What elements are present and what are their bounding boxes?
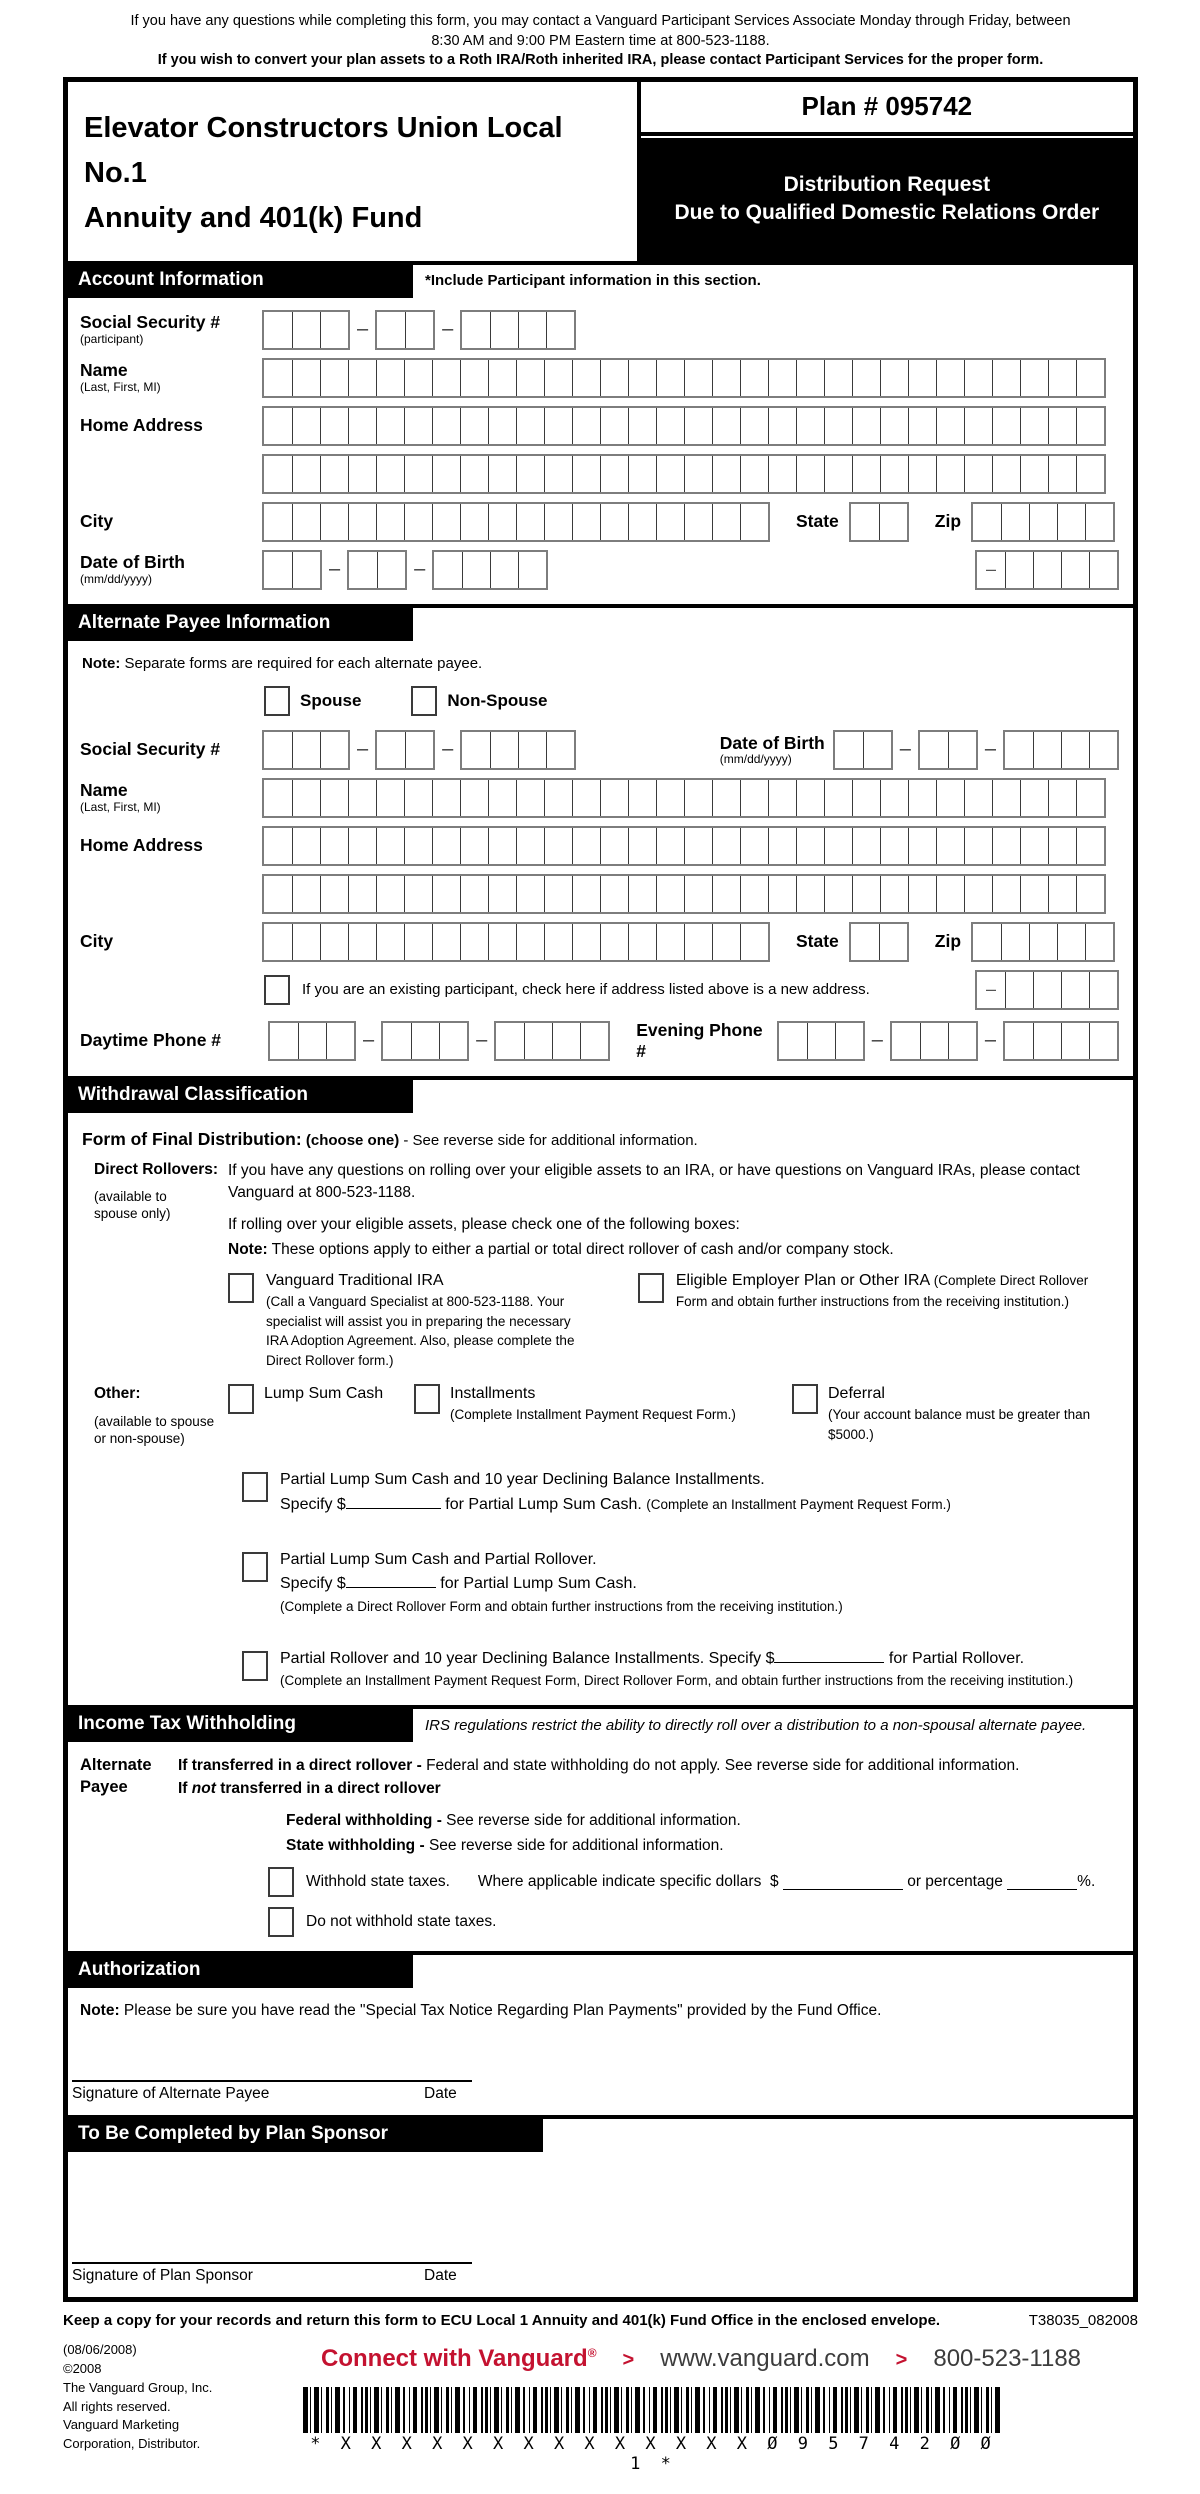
state-tax-percentage-blank[interactable] <box>1007 1874 1077 1890</box>
participant-zip-label: Zip <box>934 511 962 531</box>
tax-line-rollover: If transferred in a direct rollover - Federal and state withholding do not apply. See reverse side for additional information. <box>178 1757 1020 1775</box>
spouse-checkbox[interactable] <box>264 686 290 716</box>
payee-zip4-field[interactable]: – <box>975 970 1119 1010</box>
partial-lump-installments-line1: Partial Lump Sum Cash and 10 year Declining Balance Installments. <box>280 1470 765 1488</box>
lump-sum-cash-label: Lump Sum Cash <box>264 1385 384 1403</box>
partial-rollover-installments-checkbox[interactable] <box>242 1651 268 1681</box>
plan-sponsor-signature-line[interactable] <box>72 2222 472 2264</box>
partial-lump-rollover-line1: Partial Lump Sum Cash and Partial Rollover. <box>280 1550 597 1568</box>
participant-state-label: State <box>796 511 839 531</box>
payee-zip-field[interactable] <box>971 922 1115 962</box>
direct-rollovers-label: Direct Rollovers: (available to spouse only) <box>94 1160 219 1222</box>
section-title-account-information: Account Information <box>68 265 413 298</box>
section-alternate-payee-header <box>68 604 1133 641</box>
form-header-right <box>637 82 1133 261</box>
state-tax-dollars-blank[interactable] <box>783 1874 903 1890</box>
partial-rollover-installments-option <box>242 1647 1119 1691</box>
participant-dob-field[interactable]: – – <box>262 550 548 590</box>
footer-contact <box>281 2341 1138 2474</box>
alternate-payee-signature-line[interactable] <box>72 2040 472 2082</box>
payee-address-label: Home Address <box>80 834 203 855</box>
payee-city-label: City <box>80 930 114 951</box>
section-withdrawal-body <box>68 1113 1133 1706</box>
final-distribution-title: Form of Final Distribution: (choose one) - See reverse side for additional information. <box>82 1128 698 1149</box>
deferral-label: Deferral <box>828 1385 885 1403</box>
other-block <box>80 1384 1119 1448</box>
form-title <box>641 138 1133 261</box>
copyright: ©2008 <box>63 2360 102 2376</box>
tax-line-not-rollover: If not transferred in a direct rollover <box>178 1780 441 1798</box>
form-code: T38035_082008 <box>1028 2312 1138 2330</box>
partial-lump-rollover-option <box>242 1548 1119 1617</box>
participant-city-field[interactable] <box>262 502 770 542</box>
form-title-line-2: Due to Qualified Domestic Relations Order <box>674 201 1100 225</box>
plan-sponsor-signature-labels: Signature of Plan Sponsor Date <box>72 2267 457 2285</box>
eligible-employer-plan-label: Eligible Employer Plan or Other IRA <box>675 1272 934 1290</box>
section-account-information-header <box>68 265 1133 298</box>
daytime-phone-field[interactable]: – – <box>268 1021 610 1061</box>
notice-line-1: If you have any questions while completing this form, you may contact a Vanguard Participant Services Associate Monday through Friday, between <box>130 13 1071 29</box>
lump-sum-cash-option <box>228 1384 414 1444</box>
alternate-payee-note: Note: Separate forms are required for each alternate payee. <box>82 654 483 672</box>
notice-line-3: If you wish to convert your plan assets to a Roth IRA/Roth inherited IRA, please contact Participant Services for the proper form. <box>157 52 1044 69</box>
non-spouse-option <box>411 686 547 716</box>
authorization-note: Note: Please be sure you have read the "Special Tax Notice Regarding Plan Payments" provided by the Fund Office. <box>80 2002 882 2020</box>
direct-rollovers-text <box>228 1160 1119 1371</box>
participant-state-field[interactable] <box>849 502 909 542</box>
direct-rollovers-block <box>80 1160 1119 1371</box>
top-notice <box>63 12 1138 71</box>
payee-address-line2-field[interactable] <box>262 874 1106 914</box>
participant-dob-label: Date of Birth (mm/dd/yyyy) <box>80 552 185 586</box>
withhold-state-taxes-option: Withhold state taxes. Where applicable indicate specific dollars $ or percentage %. <box>268 1867 1119 1897</box>
state-withholding-line: State withholding - See reverse side for additional information. <box>286 1836 724 1854</box>
payee-zip-label: Zip <box>934 931 962 951</box>
lump-sum-cash-checkbox[interactable] <box>228 1384 254 1414</box>
partial-lump-cash-amount-blank[interactable] <box>346 1493 441 1509</box>
non-spouse-label: Non-Spouse <box>447 690 548 710</box>
vanguard-traditional-ira-label: Vanguard Traditional IRA <box>266 1272 444 1290</box>
payee-name-field[interactable] <box>262 778 1106 818</box>
participant-zip-field[interactable] <box>971 502 1115 542</box>
section-title-withdrawal: Withdrawal Classification <box>68 1080 413 1113</box>
federal-withholding-line: Federal withholding - See reverse side for additional information. <box>286 1811 741 1829</box>
barcode-text: * X X X X X X X X X X X X X X Ø 9 5 7 4 2 Ø Ø 1 * <box>310 2434 996 2475</box>
payee-address-line1-field[interactable] <box>262 826 1106 866</box>
section-title-income-tax: Income Tax Withholding <box>68 1709 413 1742</box>
fund-title-line-2: Annuity and 401(k) Fund <box>84 201 423 234</box>
no-withhold-state-taxes-option: Do not withhold state taxes. <box>268 1907 1119 1937</box>
eligible-employer-plan-checkbox[interactable] <box>638 1273 664 1303</box>
section-income-tax-header <box>68 1705 1133 1742</box>
payee-state-label: State <box>796 931 839 951</box>
partial-lump-rollover-line2: Specify $ for Partial Lump Sum Cash. <box>280 1572 843 1597</box>
spouse-label: Spouse <box>300 690 362 710</box>
alternate-payee-signature-labels: Signature of Alternate Payee Date <box>72 2085 457 2103</box>
payee-ssn-label: Social Security # <box>80 738 221 759</box>
alternate-payee-side-label: Alternate Payee <box>80 1756 152 1797</box>
payee-city-field[interactable] <box>262 922 770 962</box>
rollover-paragraph-2: If rolling over your eligible assets, please check one of the following boxes: <box>228 1216 740 1234</box>
vanguard-url[interactable]: www.vanguard.com <box>660 2345 870 2373</box>
section-title-authorization: Authorization <box>68 1955 413 1988</box>
participant-address-line1-field[interactable] <box>262 406 1106 446</box>
participant-city-label: City <box>80 510 114 531</box>
ira-options <box>228 1271 1119 1370</box>
payee-dob-label: Date of Birth (mm/dd/yyyy) <box>719 732 825 766</box>
daytime-phone-label: Daytime Phone # <box>80 1029 222 1050</box>
partial-rollover-installments-line1: Partial Rollover and 10 year Declining Balance Installments. Specify $ for Partial Rollover. <box>280 1647 1073 1672</box>
partial-lump-rollover-checkbox[interactable] <box>242 1552 268 1582</box>
deferral-option <box>792 1384 1119 1444</box>
payee-state-field[interactable] <box>849 922 909 962</box>
notice-line-2: 8:30 AM and 9:00 PM Eastern time at 800-523-1188. <box>431 32 770 49</box>
chevron-icon: > <box>895 2349 908 2372</box>
payee-dob-cluster <box>720 730 1119 770</box>
section-plan-sponsor-body <box>68 2152 1133 2297</box>
section-title-alternate-payee: Alternate Payee Information <box>68 608 413 641</box>
keep-copy-row <box>63 2312 1138 2329</box>
section-plan-sponsor-header <box>68 2115 1133 2152</box>
partial-lump-rollover-note: (Complete a Direct Rollover Form and obtain further instructions from the receiving institution.) <box>280 1599 843 1615</box>
connect-with-vanguard-text: Connect with Vanguard® <box>321 2345 597 2373</box>
footer-legal: (08/06/2008) ©2008 The Vanguard Group, Inc. All rights reserved. Vanguard Marketing Corporation, Distributor. <box>63 2341 281 2474</box>
partial-lump-rollover-amount-blank[interactable] <box>346 1572 436 1588</box>
vanguard-phone: 800-523-1188 <box>933 2345 1082 2373</box>
partial-lump-installments-checkbox[interactable] <box>242 1472 268 1502</box>
withhold-state-taxes-checkbox[interactable] <box>268 1867 294 1897</box>
form-header <box>68 82 1133 265</box>
section-withdrawal-header <box>68 1076 1133 1113</box>
evening-phone-field[interactable]: – – <box>777 1021 1119 1061</box>
participant-ssn-label: Social Security # (participant) <box>80 312 221 346</box>
new-address-row <box>264 970 1119 1010</box>
non-spouse-checkbox[interactable] <box>411 686 437 716</box>
partial-rollover-installments-note: (Complete an Installment Payment Request Form, Direct Rollover Form, and obtain further instructions from the receiving institution.) <box>280 1673 1074 1689</box>
partial-lump-installments-line2: Specify $ for Partial Lump Sum Cash. (Complete an Installment Payment Request Form.) <box>280 1493 951 1518</box>
participant-ssn-field[interactable]: – – <box>262 310 576 350</box>
footer <box>63 2341 1138 2474</box>
income-tax-note: IRS regulations restrict the ability to directly roll over a distribution to a non-spousal alternate payee. <box>425 1717 1087 1735</box>
no-withhold-state-taxes-checkbox[interactable] <box>268 1907 294 1937</box>
account-section-note: *Include Participant information in this section. <box>425 271 761 289</box>
section-authorization-header <box>68 1951 1133 1988</box>
section-income-tax-body <box>68 1742 1133 1951</box>
participant-name-field[interactable] <box>262 358 1106 398</box>
installments-note: (Complete Installment Payment Request Form.) <box>450 1407 736 1423</box>
rollover-paragraph-1: If you have any questions on rolling over your eligible assets to an IRA, or have questions on Vanguard IRAs, please contact Vanguard at 800-523-1188. <box>228 1161 1080 1201</box>
spouse-option <box>264 686 361 716</box>
rollover-note: Note: These options apply to either a partial or total direct rollover of cash and/or company stock. <box>228 1240 894 1258</box>
fund-title-line-1: Elevator Constructors Union Local No.1 <box>84 111 563 189</box>
plan-number: Plan # 095742 <box>641 82 1133 136</box>
installments-option <box>414 1384 792 1444</box>
payee-dob-field[interactable]: – – <box>833 730 1119 770</box>
form-title-line-1: Distribution Request <box>783 172 991 196</box>
eligible-employer-plan-note: (Complete Direct Rollover Form and obtain further instructions from the receiving institution.) <box>675 1273 1089 1310</box>
participant-zip4-field[interactable]: – <box>975 550 1119 590</box>
section-title-plan-sponsor: To Be Completed by Plan Sponsor <box>68 2119 543 2152</box>
installments-label: Installments <box>450 1385 536 1403</box>
partial-rollover-amount-blank[interactable] <box>774 1647 884 1663</box>
payee-ssn-field[interactable]: – – <box>262 730 576 770</box>
vanguard-traditional-ira-note: (Call a Vanguard Specialist at 800-523-1188. Your specialist will assist you in preparing the necessary IRA Adoption Agreement. Also, please complete the Direct Rollover form.) <box>266 1294 575 1368</box>
new-address-text: If you are an existing participant, check here if address listed above is a new address. <box>302 981 870 998</box>
fund-title <box>68 82 637 261</box>
installments-checkbox[interactable] <box>414 1384 440 1414</box>
section-authorization-body <box>68 1988 1133 2115</box>
barcode <box>303 2387 1003 2433</box>
section-alternate-payee-body <box>68 641 1133 1076</box>
new-address-checkbox[interactable] <box>264 975 290 1005</box>
participant-address-label: Home Address <box>80 414 203 435</box>
section-account-information-body <box>68 298 1133 604</box>
payee-name-label: Name (Last, First, MI) <box>80 780 161 814</box>
participant-address-line2-field[interactable] <box>262 454 1106 494</box>
evening-phone-label: Evening Phone # <box>636 1019 763 1061</box>
participant-name-label: Name (Last, First, MI) <box>80 360 161 394</box>
distribution-request-form <box>63 77 1138 2302</box>
chevron-icon: > <box>622 2349 635 2372</box>
eligible-employer-plan-option <box>638 1271 1119 1370</box>
payee-type-options <box>264 686 1119 716</box>
vanguard-traditional-ira-option <box>228 1271 638 1370</box>
other-options <box>228 1384 1119 1444</box>
deferral-checkbox[interactable] <box>792 1384 818 1414</box>
revision-date: (08/06/2008) <box>63 2342 137 2358</box>
deferral-note: (Your account balance must be greater than $5000.) <box>828 1407 1091 1442</box>
other-label: Other: (available to spouse or non-spouse) <box>94 1385 215 1447</box>
keep-copy-text: Keep a copy for your records and return this form to ECU Local 1 Annuity and 401(k) Fund Office in the enclosed envelope. <box>63 2312 941 2330</box>
partial-lump-installments-option <box>242 1468 1119 1518</box>
vanguard-traditional-ira-checkbox[interactable] <box>228 1273 254 1303</box>
